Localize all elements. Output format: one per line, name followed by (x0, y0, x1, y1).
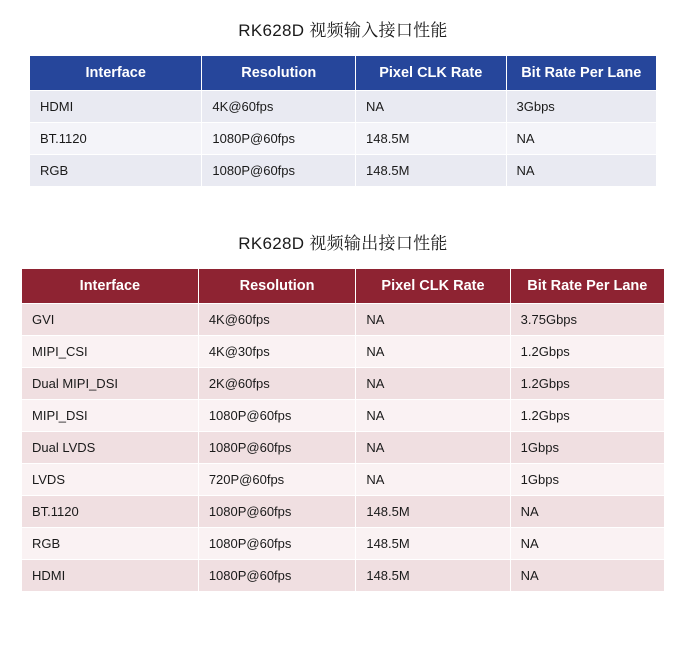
cell-pixel-clk-rate: NA (356, 304, 510, 336)
table-header-row (22, 269, 665, 304)
cell-bit-rate-per-lane: NA (510, 528, 664, 560)
table-row (22, 400, 665, 432)
table-row (30, 123, 657, 155)
cell-interface: HDMI (22, 560, 199, 592)
table-header-row (30, 56, 657, 91)
cell-pixel-clk-rate: NA (356, 368, 510, 400)
cell-pixel-clk-rate: NA (356, 464, 510, 496)
cell-pixel-clk-rate: NA (356, 336, 510, 368)
cell-interface: MIPI_CSI (22, 336, 199, 368)
column-header-resolution: Resolution (202, 56, 356, 91)
cell-bit-rate-per-lane: 1.2Gbps (510, 368, 664, 400)
cell-pixel-clk-rate: 148.5M (356, 155, 506, 187)
table-row (22, 432, 665, 464)
cell-pixel-clk-rate: NA (356, 400, 510, 432)
cell-pixel-clk-rate: 148.5M (356, 496, 510, 528)
input-table-title: RK628D 视频输入接口性能 (238, 21, 448, 40)
table-row (22, 368, 665, 400)
cell-bit-rate-per-lane: NA (506, 123, 657, 155)
video-input-performance-table (29, 55, 657, 187)
cell-bit-rate-per-lane: 1.2Gbps (510, 336, 664, 368)
output-table-title: RK628D 视频输出接口性能 (238, 234, 448, 253)
cell-resolution: 1080P@60fps (198, 400, 356, 432)
cell-bit-rate-per-lane: 3.75Gbps (510, 304, 664, 336)
cell-pixel-clk-rate: 148.5M (356, 560, 510, 592)
cell-bit-rate-per-lane: 1Gbps (510, 432, 664, 464)
cell-interface: RGB (22, 528, 199, 560)
cell-interface: LVDS (22, 464, 199, 496)
cell-resolution: 1080P@60fps (202, 155, 356, 187)
cell-bit-rate-per-lane: NA (510, 496, 664, 528)
cell-resolution: 1080P@60fps (198, 432, 356, 464)
column-header-pixel-clk-rate: Pixel CLK Rate (356, 56, 506, 91)
column-header-bit-rate-per-lane: Bit Rate Per Lane (506, 56, 657, 91)
column-header-resolution: Resolution (198, 269, 356, 304)
cell-resolution: 2K@60fps (198, 368, 356, 400)
cell-pixel-clk-rate: 148.5M (356, 123, 506, 155)
column-header-pixel-clk-rate: Pixel CLK Rate (356, 269, 510, 304)
column-header-bit-rate-per-lane: Bit Rate Per Lane (510, 269, 664, 304)
table-row (22, 528, 665, 560)
cell-resolution: 1080P@60fps (198, 528, 356, 560)
document-page (0, 16, 686, 659)
cell-bit-rate-per-lane: 3Gbps (506, 91, 657, 123)
cell-interface: BT.1120 (30, 123, 202, 155)
cell-bit-rate-per-lane: 1.2Gbps (510, 400, 664, 432)
table-row (30, 91, 657, 123)
cell-bit-rate-per-lane: 1Gbps (510, 464, 664, 496)
video-output-performance-table (21, 268, 665, 592)
cell-resolution: 1080P@60fps (202, 123, 356, 155)
cell-pixel-clk-rate: NA (356, 91, 506, 123)
cell-resolution: 720P@60fps (198, 464, 356, 496)
cell-resolution: 4K@60fps (198, 304, 356, 336)
cell-interface: Dual LVDS (22, 432, 199, 464)
cell-bit-rate-per-lane: NA (506, 155, 657, 187)
column-header-interface: Interface (30, 56, 202, 91)
cell-bit-rate-per-lane: NA (510, 560, 664, 592)
cell-resolution: 1080P@60fps (198, 496, 356, 528)
cell-resolution: 4K@30fps (198, 336, 356, 368)
cell-interface: HDMI (30, 91, 202, 123)
cell-interface: BT.1120 (22, 496, 199, 528)
table-row (22, 336, 665, 368)
cell-pixel-clk-rate: 148.5M (356, 528, 510, 560)
table-row (30, 155, 657, 187)
table-row (22, 304, 665, 336)
table-row (22, 464, 665, 496)
cell-interface: GVI (22, 304, 199, 336)
cell-pixel-clk-rate: NA (356, 432, 510, 464)
column-header-interface: Interface (22, 269, 199, 304)
cell-interface: RGB (30, 155, 202, 187)
cell-interface: MIPI_DSI (22, 400, 199, 432)
table-row (22, 560, 665, 592)
table-row (22, 496, 665, 528)
cell-resolution: 4K@60fps (202, 91, 356, 123)
cell-resolution: 1080P@60fps (198, 560, 356, 592)
cell-interface: Dual MIPI_DSI (22, 368, 199, 400)
